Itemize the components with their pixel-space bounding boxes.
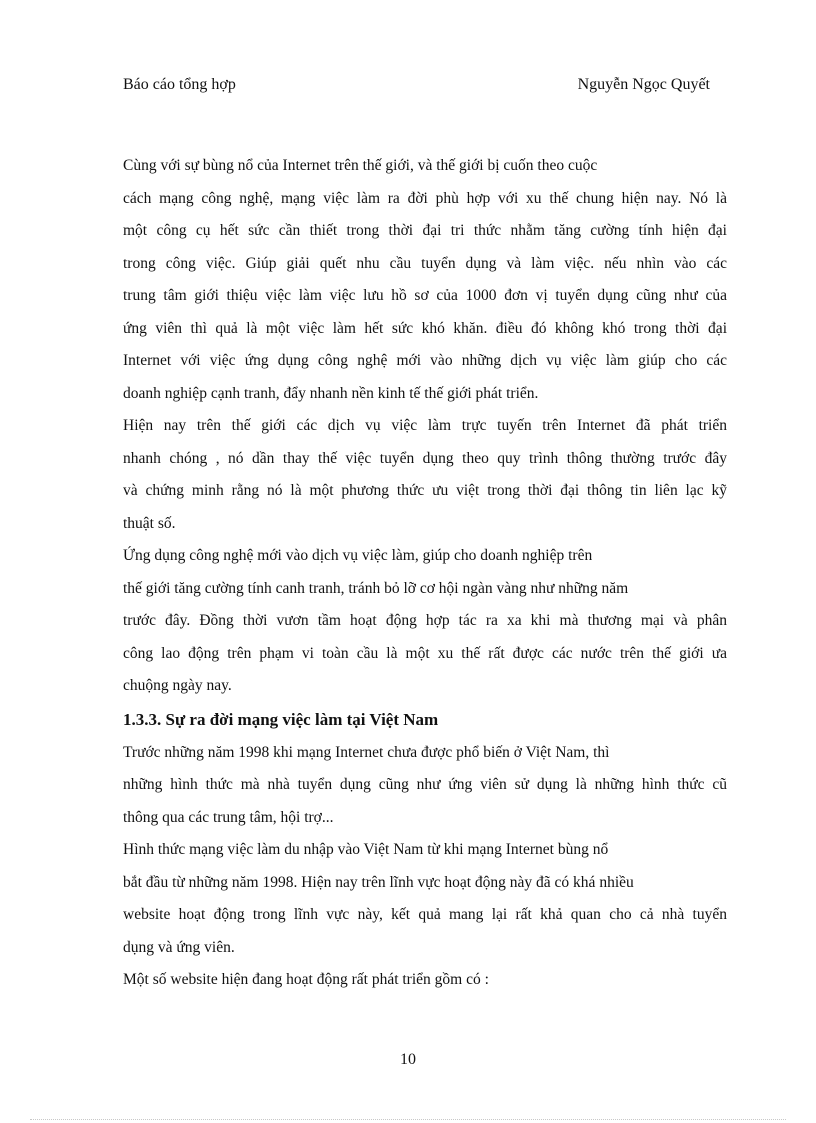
text-line: Trước những năm 1998 khi mạng Internet chưa được phổ biến ở Việt Nam, thì	[123, 743, 610, 761]
text-line: dụng và ứng viên.	[123, 938, 235, 956]
text-line: doanh nghiệp cạnh tranh, đẩy nhanh nền kinh tế thế giới phát triển.	[123, 384, 539, 402]
paragraph	[123, 150, 727, 410]
text-line: Hình thức mạng việc làm du nhập vào Việt Nam từ khi mạng Internet bùng nổ	[123, 841, 609, 858]
text-line: bắt đầu từ những năm 1998. Hiện nay trên lĩnh vực hoạt động này đã có khá nhiều	[123, 873, 634, 891]
text-line: thế giới tăng cường tính canh tranh, tránh bỏ lỡ cơ hội ngàn vàng như những năm	[123, 579, 629, 597]
text-line: Ứng dụng công nghệ mới vào dịch vụ việc làm, giúp cho doanh nghiệp trên	[123, 547, 593, 564]
text-line: những hình thức mà nhà tuyển dụng cũng như ứng viên sử dụng là những hình thức cũ	[123, 776, 727, 793]
text-line: công lao động trên phạm vi toàn cầu là một xu thế rất được các nước trên thế giới ưa	[123, 644, 727, 662]
body-text	[123, 150, 727, 997]
text-line: trong công việc. Giúp giải quết nhu cầu tuyển dụng và làm việc. nếu nhìn vào các	[123, 254, 727, 272]
text-line: Internet với việc ứng dụng công nghệ mới vào những dịch vụ việc làm giúp cho các	[123, 352, 727, 369]
text-line: thông qua các trung tâm, hội trợ...	[123, 808, 334, 826]
text-line: Hiện nay trên thế giới các dịch vụ việc làm trực tuyến trên Internet đã phát triển	[123, 417, 727, 434]
text-line: cách mạng công nghệ, mạng việc làm ra đời phù hợp với xu thế chung hiện nay. Nó là	[123, 189, 727, 207]
text-line: trung tâm giới thiệu việc làm việc lưu hồ sơ của 1000 đơn vị tuyển dụng cũng như của	[123, 287, 727, 304]
paragraph	[123, 410, 727, 540]
text-line: ứng viên thì quả là một việc làm hết sức khó khăn. điều đó không khó trong thời đại	[123, 319, 727, 337]
paragraph	[123, 834, 727, 964]
paragraph	[123, 540, 727, 703]
text-line: website hoạt động trong lĩnh vực này, kết quả mang lại rất khả quan cho cả nhà tuyển	[123, 906, 727, 923]
page-header	[123, 76, 710, 100]
text-line: thuật số.	[123, 514, 176, 532]
text-line: Cùng với sự bùng nổ của Internet trên thế giới, và thế giới bị cuốn theo cuộc	[123, 157, 598, 174]
paragraph	[123, 737, 727, 835]
text-line: Một số website hiện đang hoạt động rất phát triển gồm có :	[123, 971, 489, 988]
text-line: và chứng minh rằng nó là một phương thức ưu việt trong thời đại thông tin liên lạc kỹ	[123, 482, 727, 499]
text-line: chuộng ngày nay.	[123, 677, 232, 694]
text-line: một công cụ hết sức cần thiết trong thời đại tri thức nhằm tăng cường tính hiện đại	[123, 222, 727, 239]
header-report-title: Báo cáo tổng hợp	[123, 76, 236, 93]
text-line: trước đây. Đồng thời vươn tầm hoạt động hợp tác ra xa khi mà thương mại và phân	[123, 612, 727, 629]
header-author-name: Nguyễn Ngọc Quyết	[577, 76, 710, 93]
text-line: nhanh chóng , nó dần thay thế việc tuyển dụng theo quy trình thông thường trước đây	[123, 449, 727, 467]
page-bottom-divider	[30, 1119, 786, 1120]
page-number: 10	[400, 1051, 416, 1068]
section-heading: 1.3.3. Sự ra đời mạng việc làm tại Việt Nam	[123, 709, 439, 729]
paragraph	[123, 964, 727, 997]
